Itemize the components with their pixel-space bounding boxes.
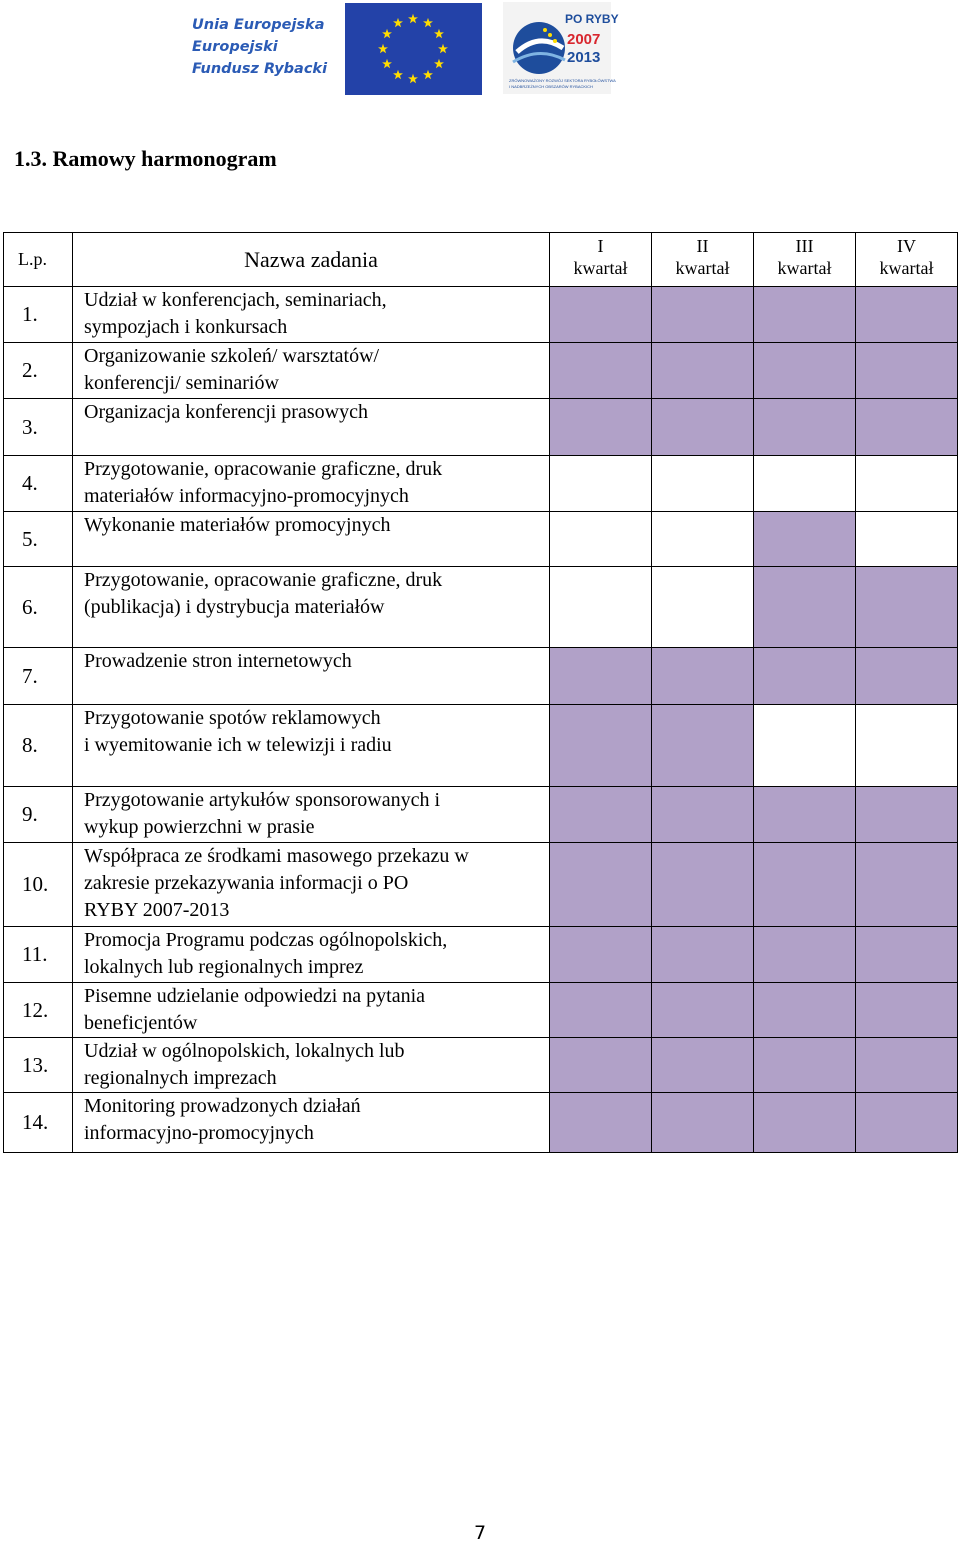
row-number: 4. bbox=[4, 456, 73, 512]
row-number: 3. bbox=[4, 399, 73, 456]
quarter-cell-active bbox=[856, 1093, 958, 1153]
task-name bbox=[73, 287, 550, 343]
quarter-cell-empty bbox=[856, 512, 958, 567]
eu-stars-icon bbox=[345, 3, 482, 95]
quarter-cell-active bbox=[856, 787, 958, 843]
eu-flag-logo bbox=[345, 3, 482, 95]
task-name-line: Prowadzenie stron internetowych bbox=[84, 650, 352, 672]
task-name bbox=[73, 787, 550, 843]
quarter-cell-active bbox=[652, 983, 754, 1038]
page-header bbox=[0, 0, 960, 100]
table-row bbox=[4, 705, 958, 787]
schedule-table bbox=[3, 232, 958, 1153]
row-number: 9. bbox=[4, 787, 73, 843]
table-row bbox=[4, 648, 958, 705]
quarter-cell-active bbox=[550, 787, 652, 843]
eu-star bbox=[423, 18, 433, 27]
task-name-line: regionalnych imprezach bbox=[84, 1067, 277, 1089]
quarter-cell-active bbox=[856, 648, 958, 705]
header-lp: L.p. bbox=[4, 233, 73, 287]
eu-star bbox=[438, 44, 448, 53]
quarter-cell-active bbox=[652, 287, 754, 343]
task-name-line: konferencji/ seminariów bbox=[84, 372, 279, 394]
quarter-cell-active bbox=[754, 287, 856, 343]
task-name-line: Współpraca ze środkami masowego przekazu w bbox=[84, 845, 469, 867]
quarter-cell-active bbox=[754, 1038, 856, 1093]
quarter-cell-active bbox=[856, 567, 958, 648]
task-name-line: beneficjentów bbox=[84, 1012, 198, 1034]
po-ryby-tagline2: I NADBRZEŻNYCH OBSZARÓW RYBACKICH bbox=[509, 84, 593, 89]
quarter-numeral: IV bbox=[897, 236, 916, 256]
ue-fund-label bbox=[192, 14, 327, 80]
quarter-cell-active bbox=[754, 567, 856, 648]
task-name bbox=[73, 343, 550, 399]
quarter-cell-active bbox=[856, 287, 958, 343]
quarter-cell-active bbox=[754, 1093, 856, 1153]
quarter-cell-active bbox=[652, 843, 754, 927]
task-name-line: i wyemitowanie ich w telewizji i radiu bbox=[84, 734, 392, 756]
quarter-cell-active bbox=[550, 1093, 652, 1153]
row-number: 8. bbox=[4, 705, 73, 787]
task-name-line: sympozjach i konkursach bbox=[84, 316, 288, 338]
quarter-cell-active bbox=[652, 705, 754, 787]
eu-star bbox=[382, 29, 392, 38]
po-ryby-line2: 2007 bbox=[567, 31, 601, 48]
quarter-cell-active bbox=[550, 287, 652, 343]
table-row bbox=[4, 843, 958, 927]
quarter-cell-empty bbox=[550, 512, 652, 567]
header-quarter-2 bbox=[652, 233, 754, 287]
quarter-cell-active bbox=[754, 343, 856, 399]
quarter-cell-active bbox=[550, 343, 652, 399]
table-row bbox=[4, 456, 958, 512]
quarter-cell-empty bbox=[550, 456, 652, 512]
task-name bbox=[73, 648, 550, 705]
row-number: 12. bbox=[4, 983, 73, 1038]
ue-line: Unia Europejska bbox=[192, 17, 325, 33]
quarter-cell-active bbox=[652, 1038, 754, 1093]
quarter-cell-empty bbox=[856, 456, 958, 512]
task-name bbox=[73, 1093, 550, 1153]
task-name-line: lokalnych lub regionalnych imprez bbox=[84, 956, 364, 978]
quarter-cell-empty bbox=[754, 705, 856, 787]
eu-star bbox=[408, 14, 418, 23]
section-title: 1.3. Ramowy harmonogram bbox=[14, 146, 277, 171]
quarter-cell-active bbox=[856, 1038, 958, 1093]
task-name-line: wykup powierzchni w prasie bbox=[84, 816, 315, 838]
table-header-row bbox=[4, 233, 958, 287]
task-name bbox=[73, 456, 550, 512]
row-number: 14. bbox=[4, 1093, 73, 1153]
task-name bbox=[73, 1038, 550, 1093]
quarter-cell-active bbox=[550, 399, 652, 456]
po-ryby-logo bbox=[503, 2, 619, 94]
table-row bbox=[4, 787, 958, 843]
quarter-cell-active bbox=[550, 983, 652, 1038]
header-quarter-1 bbox=[550, 233, 652, 287]
quarter-cell-active bbox=[652, 343, 754, 399]
quarter-cell-active bbox=[652, 1093, 754, 1153]
table-row bbox=[4, 512, 958, 567]
quarter-word: kwartał bbox=[675, 258, 730, 278]
po-ryby-line3: 2013 bbox=[567, 49, 601, 66]
row-number: 13. bbox=[4, 1038, 73, 1093]
task-name bbox=[73, 927, 550, 983]
quarter-cell-empty bbox=[856, 705, 958, 787]
table-row bbox=[4, 1038, 958, 1093]
task-name-line: Przygotowanie artykułów sponsorowanych i bbox=[84, 789, 441, 811]
quarter-cell-active bbox=[754, 648, 856, 705]
quarter-word: kwartał bbox=[777, 258, 832, 278]
task-name-line: Przygotowanie, opracowanie graficzne, druk bbox=[84, 569, 443, 591]
quarter-cell-active bbox=[652, 787, 754, 843]
task-name-line: Organizowanie szkoleń/ warsztatów/ bbox=[84, 345, 380, 367]
quarter-cell-active bbox=[550, 1038, 652, 1093]
row-number: 7. bbox=[4, 648, 73, 705]
task-name bbox=[73, 567, 550, 648]
quarter-cell-active bbox=[856, 399, 958, 456]
page-number: 7 bbox=[473, 1522, 487, 1544]
quarter-cell-active bbox=[652, 927, 754, 983]
quarter-numeral: I bbox=[597, 236, 604, 256]
task-name-line: materiałów informacyjno-promocyjnych bbox=[84, 485, 409, 507]
task-name-line: Przygotowanie, opracowanie graficzne, druk bbox=[84, 458, 443, 480]
ue-line: Fundusz Rybacki bbox=[192, 61, 328, 77]
quarter-cell-active bbox=[550, 843, 652, 927]
table-row bbox=[4, 983, 958, 1038]
row-number: 5. bbox=[4, 512, 73, 567]
table-row bbox=[4, 287, 958, 343]
quarter-cell-active bbox=[856, 983, 958, 1038]
eu-star bbox=[393, 18, 403, 27]
task-name-line: Wykonanie materiałów promocyjnych bbox=[84, 514, 391, 536]
task-name-line: Monitoring prowadzonych działań bbox=[84, 1095, 361, 1117]
ue-line: Europejski bbox=[192, 39, 278, 55]
quarter-cell-active bbox=[754, 843, 856, 927]
header-quarter-4 bbox=[856, 233, 958, 287]
quarter-cell-active bbox=[856, 343, 958, 399]
task-name-line: Promocja Programu podczas ogólnopolskich, bbox=[84, 929, 448, 951]
task-name bbox=[73, 705, 550, 787]
task-name bbox=[73, 512, 550, 567]
eu-star bbox=[393, 70, 403, 79]
table-row bbox=[4, 567, 958, 648]
quarter-cell-active bbox=[550, 927, 652, 983]
quarter-cell-active bbox=[652, 648, 754, 705]
quarter-cell-empty bbox=[652, 567, 754, 648]
quarter-word: kwartał bbox=[573, 258, 628, 278]
task-name-line: Organizacja konferencji prasowych bbox=[84, 401, 368, 423]
po-ryby-emblem-icon bbox=[503, 2, 619, 94]
task-name bbox=[73, 843, 550, 927]
eu-star bbox=[408, 74, 418, 83]
quarter-cell-active bbox=[754, 983, 856, 1038]
task-name-line: zakresie przekazywania informacji o PO bbox=[84, 872, 409, 894]
po-ryby-tagline1: ZRÓWNOWAŻONY ROZWÓJ SEKTORA RYBOŁÓWSTWA bbox=[509, 78, 616, 83]
quarter-cell-active bbox=[652, 399, 754, 456]
quarter-cell-empty bbox=[754, 456, 856, 512]
table-body bbox=[4, 287, 958, 1153]
row-number: 2. bbox=[4, 343, 73, 399]
quarter-cell-active bbox=[754, 927, 856, 983]
quarter-cell-active bbox=[856, 843, 958, 927]
quarter-cell-active bbox=[550, 648, 652, 705]
task-name-line: (publikacja) i dystrybucja materiałów bbox=[84, 596, 385, 618]
row-number: 6. bbox=[4, 567, 73, 648]
row-number: 1. bbox=[4, 287, 73, 343]
quarter-numeral: III bbox=[795, 236, 814, 256]
task-name bbox=[73, 983, 550, 1038]
task-name-line: informacyjno-promocyjnych bbox=[84, 1122, 314, 1144]
quarter-numeral: II bbox=[696, 236, 709, 256]
quarter-cell-empty bbox=[652, 456, 754, 512]
quarter-cell-active bbox=[754, 512, 856, 567]
row-number: 11. bbox=[4, 927, 73, 983]
task-name-line: RYBY 2007-2013 bbox=[84, 899, 230, 921]
po-ryby-line1: PO RYBY bbox=[565, 12, 619, 26]
row-number: 10. bbox=[4, 843, 73, 927]
eu-star bbox=[434, 29, 444, 38]
task-name-line: Pisemne udzielanie odpowiedzi na pytania bbox=[84, 985, 426, 1007]
star-dot bbox=[548, 33, 552, 37]
eu-star bbox=[378, 44, 388, 53]
eu-star bbox=[382, 59, 392, 68]
table-row bbox=[4, 927, 958, 983]
header-task-name: Nazwa zadania bbox=[73, 233, 550, 287]
quarter-cell-empty bbox=[550, 567, 652, 648]
table-row bbox=[4, 1093, 958, 1153]
quarter-cell-empty bbox=[652, 512, 754, 567]
task-name-line: Przygotowanie spotów reklamowych bbox=[84, 707, 381, 729]
star-dot bbox=[553, 39, 557, 43]
quarter-cell-active bbox=[754, 787, 856, 843]
quarter-cell-active bbox=[550, 705, 652, 787]
table-row bbox=[4, 343, 958, 399]
quarter-cell-active bbox=[856, 927, 958, 983]
header-quarter-3 bbox=[754, 233, 856, 287]
task-name-line: Udział w ogólnopolskich, lokalnych lub bbox=[84, 1040, 405, 1062]
quarter-cell-active bbox=[754, 399, 856, 456]
quarter-word: kwartał bbox=[879, 258, 934, 278]
table-row bbox=[4, 399, 958, 456]
task-name-line: Udział w konferencjach, seminariach, bbox=[84, 289, 387, 311]
eu-star bbox=[434, 59, 444, 68]
star-dot bbox=[543, 28, 547, 32]
task-name bbox=[73, 399, 550, 456]
eu-star bbox=[423, 70, 433, 79]
